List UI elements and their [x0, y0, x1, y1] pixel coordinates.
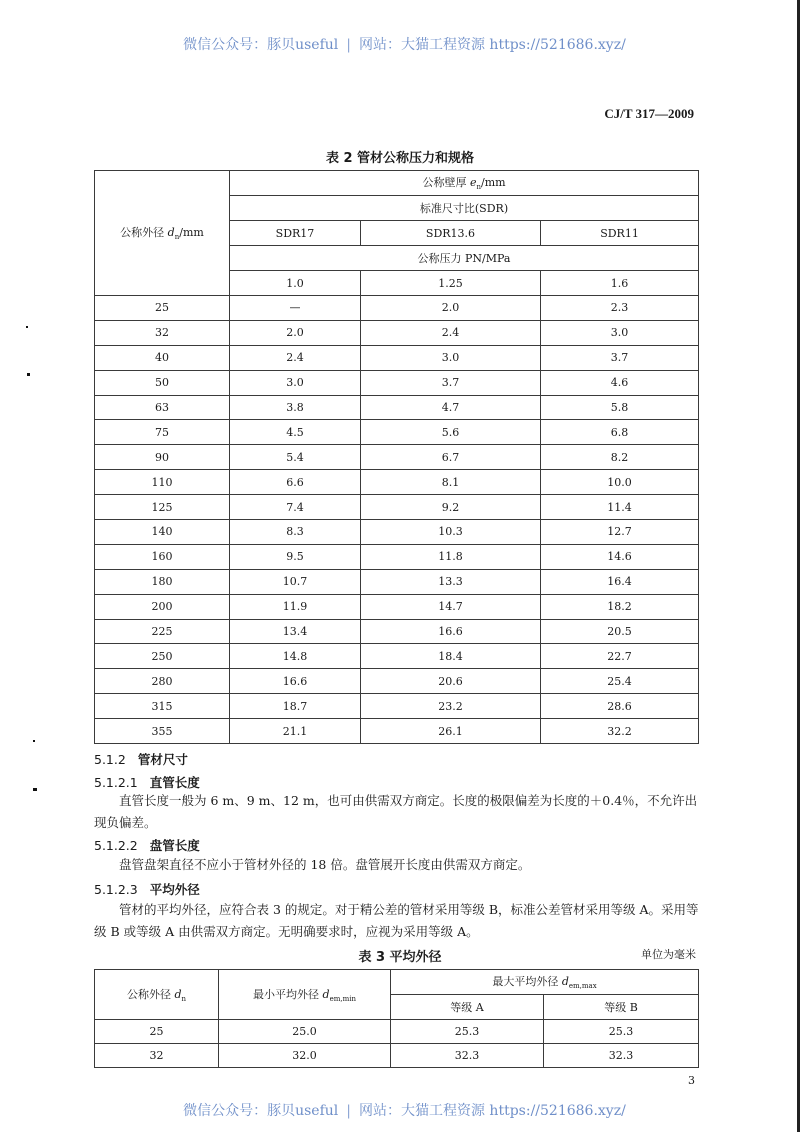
cell-sdr13-6: 2.0 — [361, 296, 541, 321]
cell-sdr17: 3.8 — [230, 395, 361, 420]
header-nominal-wall-thickness: 公称壁厚 $e_n/mm$ — [230, 171, 699, 196]
cell-nominal-od: 355 — [95, 719, 230, 744]
watermark-website-link[interactable]: 网站：大猫工程资源 https://521686.xyz/ — [358, 1103, 626, 1119]
table-row — [95, 520, 699, 545]
table-row — [95, 694, 699, 719]
cell-sdr17: 5.4 — [230, 445, 361, 470]
cell-sdr11: 18.2 — [541, 594, 699, 619]
table-row — [95, 345, 699, 370]
table3-mean-outer-diameter — [94, 969, 699, 1068]
cell-sdr13-6: 4.7 — [361, 395, 541, 420]
table-row — [95, 395, 699, 420]
cell-sdr13-6: 26.1 — [361, 719, 541, 744]
cell-sdr17: 2.4 — [230, 345, 361, 370]
header-nominal-od: 公称外径 $d_n$ — [95, 970, 219, 1020]
watermark-separator: | — [346, 1103, 351, 1119]
cell-sdr11: 4.6 — [541, 370, 699, 395]
table-row — [95, 420, 699, 445]
cell-nominal-od: 75 — [95, 420, 230, 445]
table-row — [95, 495, 699, 520]
cell-sdr13-6: 13.3 — [361, 569, 541, 594]
cell-sdr17: 11.9 — [230, 594, 361, 619]
cell-sdr13-6: 9.2 — [361, 495, 541, 520]
cell-sdr13-6: 5.6 — [361, 420, 541, 445]
header-pn-1-6: 1.6 — [541, 271, 699, 296]
cell-nominal-od: 110 — [95, 470, 230, 495]
table2-pipe-pressure-specs — [94, 170, 699, 744]
header-min-mean-od: 最小平均外径 $d_{em,min}$ — [219, 970, 391, 1020]
cell-sdr11: 3.7 — [541, 345, 699, 370]
scan-speck — [33, 740, 35, 742]
watermark-bottom — [0, 1084, 800, 1120]
cell-sdr11: 8.2 — [541, 445, 699, 470]
cell-min-mean-od: 32.0 — [219, 1044, 391, 1068]
scan-speck — [26, 326, 28, 328]
cell-sdr11: 11.4 — [541, 495, 699, 520]
header-sdr17: SDR17 — [230, 221, 361, 246]
table-row — [95, 1020, 699, 1044]
cell-sdr13-6: 16.6 — [361, 619, 541, 644]
cell-sdr13-6: 3.7 — [361, 370, 541, 395]
cell-nominal-od: 160 — [95, 544, 230, 569]
cell-nominal-od: 50 — [95, 370, 230, 395]
cell-nominal-od: 63 — [95, 395, 230, 420]
scan-speck — [27, 373, 30, 376]
cell-sdr13-6: 23.2 — [361, 694, 541, 719]
header-sdr: 标准尺寸比(SDR) — [230, 196, 699, 221]
table-row — [95, 445, 699, 470]
cell-sdr11: 3.0 — [541, 320, 699, 345]
table3-caption: 表 3 平均外径 — [358, 950, 442, 965]
cell-nominal-od: 125 — [95, 495, 230, 520]
header-grade-b: 等级 B — [544, 995, 699, 1020]
cell-sdr17: 7.4 — [230, 495, 361, 520]
cell-sdr17: 10.7 — [230, 569, 361, 594]
cell-sdr17: 16.6 — [230, 669, 361, 694]
cell-sdr11: 2.3 — [541, 296, 699, 321]
watermark-wechat: 微信公众号：豚贝useful — [183, 1103, 339, 1119]
cell-grade-a: 32.3 — [391, 1044, 544, 1068]
cell-min-mean-od: 25.0 — [219, 1020, 391, 1044]
table2-body — [95, 296, 699, 744]
cell-nominal-od: 200 — [95, 594, 230, 619]
cell-sdr17: 18.7 — [230, 694, 361, 719]
cell-sdr17: 9.5 — [230, 544, 361, 569]
section-5-1-2-1: 5.1.2.1 直管长度 — [94, 775, 200, 790]
cell-sdr11: 22.7 — [541, 644, 699, 669]
cell-nominal-od: 90 — [95, 445, 230, 470]
cell-nominal-od: 32 — [95, 320, 230, 345]
header-sdr13-6: SDR13.6 — [361, 221, 541, 246]
header-pn-1-0: 1.0 — [230, 271, 361, 296]
cell-nominal-od: 315 — [95, 694, 230, 719]
section-5-1-2-3: 5.1.2.3 平均外径 — [94, 882, 200, 897]
table3-body — [95, 1020, 699, 1068]
cell-sdr17: 2.0 — [230, 320, 361, 345]
scan-speck — [33, 788, 37, 791]
table2-caption: 表 2 管材公称压力和规格 — [325, 151, 475, 166]
cell-grade-b: 32.3 — [544, 1044, 699, 1068]
cell-sdr11: 28.6 — [541, 694, 699, 719]
header-grade-a: 等级 A — [391, 995, 544, 1020]
header-sdr11: SDR11 — [541, 221, 699, 246]
section-5-1-2: 5.1.2 管材尺寸 — [94, 752, 188, 767]
header-pn-1-25: 1.25 — [361, 271, 541, 296]
cell-nominal-od: 180 — [95, 569, 230, 594]
table-row — [95, 719, 699, 744]
watermark-separator: | — [346, 37, 351, 53]
cell-sdr11: 25.4 — [541, 669, 699, 694]
cell-sdr13-6: 3.0 — [361, 345, 541, 370]
cell-sdr11: 10.0 — [541, 470, 699, 495]
cell-nominal-od: 32 — [95, 1044, 219, 1068]
table-row — [95, 370, 699, 395]
cell-sdr13-6: 18.4 — [361, 644, 541, 669]
cell-nominal-od: 140 — [95, 520, 230, 545]
paragraph-straight-pipe-length: 直管长度一般为 6 m、9 m、12 m，也可由供需双方商定。长度的极限偏差为长度的＋0.4％，不允许出现负偏差。 — [94, 793, 698, 830]
watermark-wechat: 微信公众号：豚贝useful — [183, 37, 339, 53]
cell-nominal-od: 40 — [95, 345, 230, 370]
cell-sdr13-6: 11.8 — [361, 544, 541, 569]
cell-grade-b: 25.3 — [544, 1020, 699, 1044]
table-row — [95, 320, 699, 345]
cell-sdr13-6: 14.7 — [361, 594, 541, 619]
cell-nominal-od: 250 — [95, 644, 230, 669]
cell-sdr11: 6.8 — [541, 420, 699, 445]
cell-sdr17: 13.4 — [230, 619, 361, 644]
cell-sdr11: 20.5 — [541, 619, 699, 644]
cell-nominal-od: 280 — [95, 669, 230, 694]
table-row — [95, 569, 699, 594]
standard-code: CJ/T 317—2009 — [604, 106, 694, 121]
table-row — [95, 619, 699, 644]
header-nominal-pressure: 公称压力 PN/MPa — [230, 246, 699, 271]
table3-unit-note: 单位为毫米 — [641, 948, 696, 961]
cell-sdr17: — — [230, 296, 361, 321]
cell-sdr11: 14.6 — [541, 544, 699, 569]
cell-sdr11: 5.8 — [541, 395, 699, 420]
table-row — [95, 669, 699, 694]
page-number: 3 — [688, 1074, 695, 1087]
section-5-1-2-2: 5.1.2.2 盘管长度 — [94, 838, 200, 853]
cell-sdr13-6: 2.4 — [361, 320, 541, 345]
cell-grade-a: 25.3 — [391, 1020, 544, 1044]
cell-nominal-od: 25 — [95, 296, 230, 321]
cell-sdr11: 32.2 — [541, 719, 699, 744]
cell-sdr13-6: 10.3 — [361, 520, 541, 545]
paragraph-mean-outer-diameter: 管材的平均外径，应符合表 3 的规定。对于精公差的管材采用等级 B，标准公差管材采用等级 A。采用等级 B 或等级 A 由供需双方商定。无明确要求时，应视为采用等级 A。 — [94, 902, 699, 939]
cell-sdr13-6: 8.1 — [361, 470, 541, 495]
cell-sdr13-6: 6.7 — [361, 445, 541, 470]
cell-nominal-od: 25 — [95, 1020, 219, 1044]
cell-nominal-od: 225 — [95, 619, 230, 644]
table-row — [95, 594, 699, 619]
cell-sdr17: 6.6 — [230, 470, 361, 495]
watermark-website-link[interactable]: 网站：大猫工程资源 https://521686.xyz/ — [358, 37, 626, 53]
header-nominal-outer-diameter: 公称外径 $d_n/mm$ — [95, 171, 230, 296]
watermark-top — [0, 18, 800, 54]
table-row — [95, 1044, 699, 1068]
cell-sdr11: 16.4 — [541, 569, 699, 594]
cell-sdr17: 4.5 — [230, 420, 361, 445]
cell-sdr17: 3.0 — [230, 370, 361, 395]
paragraph-coil-length: 盘管盘架直径不应小于管材外径的 18 倍。盘管展开长度由供需双方商定。 — [119, 857, 531, 872]
cell-sdr13-6: 20.6 — [361, 669, 541, 694]
table-row — [95, 470, 699, 495]
cell-sdr17: 21.1 — [230, 719, 361, 744]
cell-sdr17: 8.3 — [230, 520, 361, 545]
cell-sdr17: 14.8 — [230, 644, 361, 669]
table-row — [95, 296, 699, 321]
table-row — [95, 644, 699, 669]
cell-sdr11: 12.7 — [541, 520, 699, 545]
header-max-mean-od: 最大平均外径 $d_{em,max}$ — [391, 970, 699, 995]
table-row — [95, 544, 699, 569]
